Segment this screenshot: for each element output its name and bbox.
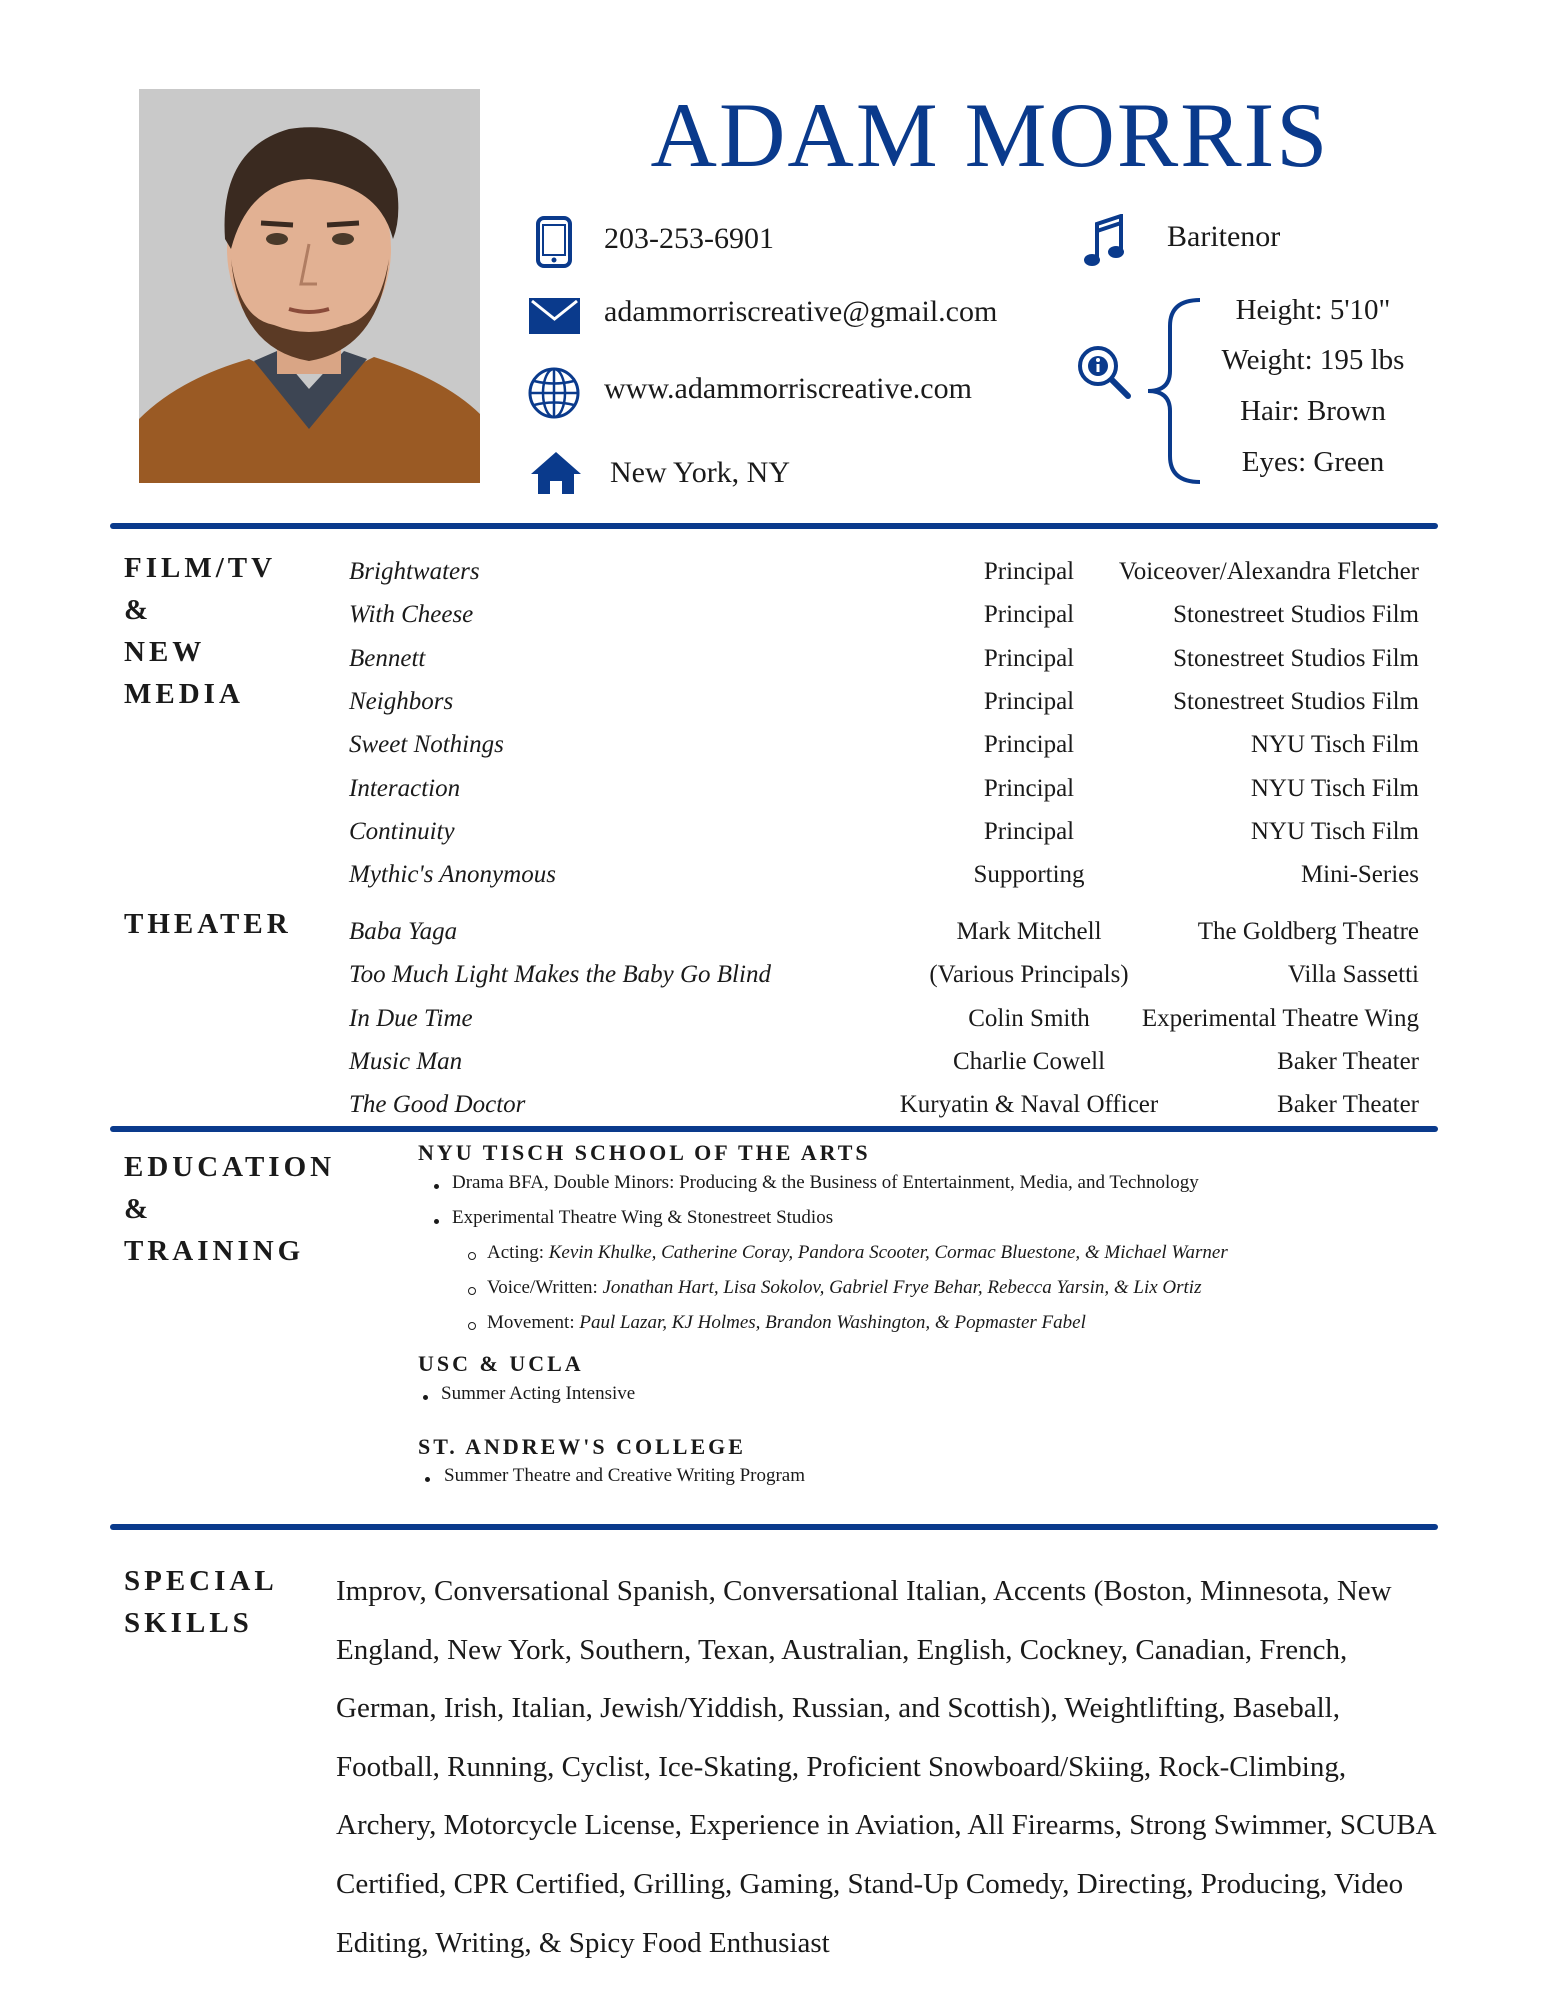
theater-section-title: THEATER	[124, 908, 292, 940]
credit-company: Mini-Series	[1300, 861, 1419, 889]
credit-row	[349, 918, 1419, 958]
education-item: Summer Acting Intensive	[441, 1383, 636, 1404]
credit-title: Mythic's Anonymous	[349, 861, 556, 889]
stat-hair: Hair: Brown	[1240, 395, 1386, 427]
credit-company: Baker Theater	[1277, 1047, 1419, 1075]
credit-company: Voiceover/Alexandra Fletcher	[1118, 558, 1419, 585]
training-movement	[487, 1312, 1086, 1334]
bullet	[425, 1477, 430, 1482]
education-item: Drama BFA, Double Minors: Producing & the Business of Entertainment, Media, and Technology	[452, 1172, 1199, 1193]
education-item: Experimental Theatre Wing & Stonestreet Studios	[452, 1207, 834, 1228]
credit-role: Colin Smith	[968, 1004, 1090, 1032]
school-nyu-tisch: NYU TISCH SCHOOL OF THE ARTS	[418, 1140, 871, 1165]
sub-bullet	[468, 1252, 476, 1260]
email-text: adammorriscreative@gmail.com	[604, 295, 998, 328]
bullet	[423, 1395, 428, 1400]
music-note-icon	[1083, 214, 1127, 272]
globe-icon	[527, 366, 581, 420]
website-text: www.adammorriscreative.com	[604, 372, 972, 405]
education-section-title: EDUCATION & TRAINING	[124, 1151, 336, 1267]
divider-rule	[110, 1524, 1438, 1530]
credit-role: Kuryatin & Naval Officer	[899, 1091, 1159, 1119]
credit-row	[349, 731, 1419, 771]
credit-role: Principal	[983, 817, 1075, 845]
stat-height: Height: 5'10"	[1235, 294, 1391, 326]
credit-role: Supporting	[973, 861, 1085, 889]
training-names: Jonathan Hart, Lisa Sokolov, Gabriel Frye Behar, Rebecca Yarsin, & Lix Ortiz	[602, 1277, 1202, 1298]
credit-company: Stonestreet Studios Film	[1173, 601, 1419, 629]
credit-title: Sweet Nothings	[349, 731, 504, 759]
bullet	[434, 1184, 439, 1189]
credit-title: Bennett	[349, 644, 426, 672]
credit-title: Interaction	[349, 774, 461, 802]
credit-company: NYU Tisch Film	[1250, 731, 1419, 759]
divider-rule	[110, 523, 1438, 529]
credit-row	[349, 645, 1419, 685]
bullet	[434, 1219, 439, 1224]
credit-title: Baba Yaga	[349, 918, 458, 945]
training-voice	[487, 1277, 1201, 1299]
credit-company: NYU Tisch Film	[1250, 817, 1419, 845]
skills-section-title: SPECIAL SKILLS	[124, 1565, 278, 1639]
training-acting	[487, 1242, 1228, 1264]
education-item: Summer Theatre and Creative Writing Program	[444, 1465, 806, 1486]
credit-title: Neighbors	[349, 687, 454, 715]
skills-text: Improv, Conversational Spanish, Conversational Italian, Accents (Boston, Minnesota, New England, New York, Southern, Texan, Australian, English, Cockney, Canadian, French, German, Irish, Italian, Jewish/Yiddish, Russian, and Scottish), Weightlifting, Baseball, Football, Running, Cyclist, Ice-Skating, Proficient Snowboard/Skiing, Rock-Climbing, Archery, Motorcycle License, Experience in Aviation, All Firearms, Strong Swimmer, SCUBA Certified, CPR Certified, Grilling, Gaming, Stand-Up Comedy, Directing, Producing, Video Editing, Writing, & Spicy Food Enthusiast	[336, 1575, 1436, 1959]
email-icon	[529, 298, 580, 334]
home-icon	[529, 450, 583, 496]
credit-company: Experimental Theatre Wing	[1141, 1004, 1419, 1032]
credit-role: (Various Principals)	[929, 961, 1129, 989]
training-label: Movement:	[487, 1312, 575, 1333]
credit-title: Continuity	[349, 817, 455, 845]
credit-title: With Cheese	[349, 601, 474, 629]
credit-row	[349, 558, 1419, 598]
name-heading: ADAM MORRIS	[650, 84, 1330, 186]
divider-rule	[110, 1126, 1438, 1132]
credit-company: Baker Theater	[1277, 1091, 1419, 1119]
phone-icon	[535, 216, 573, 268]
headshot-image	[139, 89, 480, 483]
phone-text: 203-253-6901	[604, 222, 774, 255]
credit-company: NYU Tisch Film	[1250, 774, 1419, 802]
sub-bullet	[468, 1322, 476, 1330]
info-search-icon	[1076, 344, 1138, 406]
credit-row	[349, 861, 1419, 901]
credit-row	[349, 961, 1419, 1001]
credit-role: Charlie Cowell	[952, 1047, 1106, 1075]
credit-role: Principal	[983, 687, 1075, 715]
school-st-andrews: ST. ANDREW'S COLLEGE	[418, 1434, 746, 1459]
training-names: Kevin Khulke, Catherine Coray, Pandora Scooter, Cormac Bluestone, & Michael Warner	[548, 1242, 1228, 1263]
credit-title: Music Man	[349, 1047, 463, 1075]
credit-role: Mark Mitchell	[956, 918, 1102, 945]
stat-eyes: Eyes: Green	[1241, 446, 1385, 478]
school-usc-ucla: USC & UCLA	[418, 1351, 584, 1376]
credit-role: Principal	[983, 558, 1075, 585]
film-section-title: FILM/TV & NEW MEDIA	[124, 552, 277, 710]
credit-row	[349, 1048, 1419, 1088]
voice-type: Baritenor	[1167, 220, 1281, 253]
headshot-photo	[139, 89, 480, 483]
credit-title: Brightwaters	[349, 558, 480, 585]
credit-title: In Due Time	[349, 1004, 473, 1032]
stat-weight: Weight: 195 lbs	[1221, 344, 1405, 376]
credit-title: The Good Doctor	[349, 1091, 526, 1119]
credit-company: Villa Sassetti	[1287, 961, 1419, 989]
training-names: Paul Lazar, KJ Holmes, Brandon Washington, & Popmaster Fabel	[579, 1312, 1086, 1333]
credit-role: Principal	[983, 774, 1075, 802]
sub-bullet	[468, 1287, 476, 1295]
credit-role: Principal	[983, 601, 1075, 629]
training-label: Voice/Written:	[487, 1277, 598, 1298]
credit-row	[349, 688, 1419, 728]
credit-row	[349, 775, 1419, 815]
credit-role: Principal	[983, 644, 1075, 672]
credit-row	[349, 601, 1419, 641]
credit-company: Stonestreet Studios Film	[1173, 687, 1419, 715]
location-text: New York, NY	[610, 456, 791, 489]
credit-row	[349, 1005, 1419, 1045]
credit-company: Stonestreet Studios Film	[1173, 644, 1419, 672]
credit-role: Principal	[983, 731, 1075, 759]
credit-title: Too Much Light Makes the Baby Go Blind	[349, 961, 771, 989]
credit-row	[349, 818, 1419, 858]
credit-company: The Goldberg Theatre	[1197, 918, 1419, 945]
training-label: Acting:	[487, 1242, 544, 1263]
